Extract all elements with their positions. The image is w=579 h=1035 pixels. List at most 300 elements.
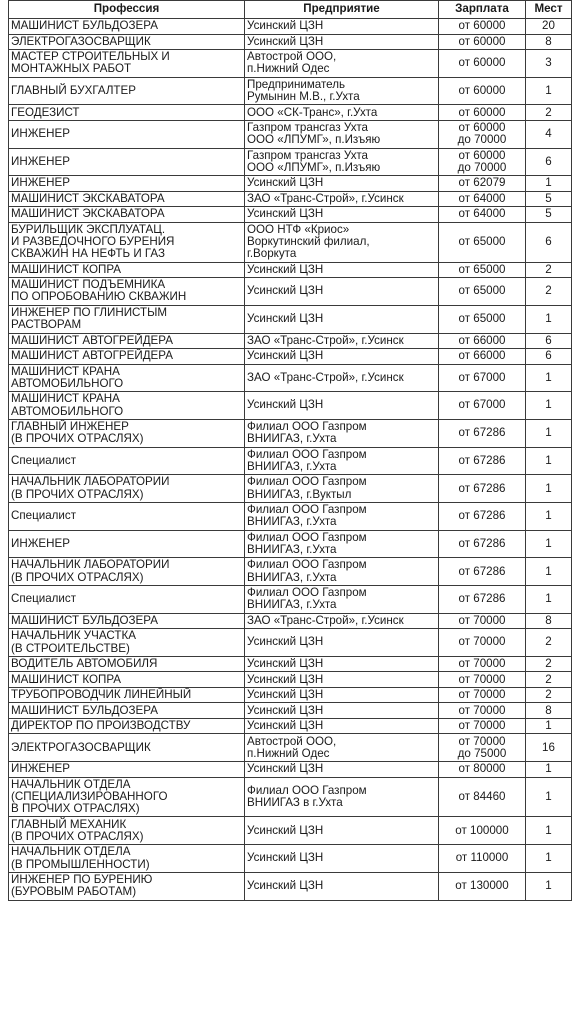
salary-cell-line: от 130000 <box>455 879 509 893</box>
enterprise-cell-line: Автострой ООО, <box>247 50 337 64</box>
enterprise-cell-line: Усинский ЦЗН <box>247 398 324 412</box>
salary-cell <box>439 105 526 121</box>
enterprise-cell <box>245 687 439 703</box>
salary-cell <box>439 687 526 703</box>
profession-cell-line: НАЧАЛЬНИК ОТДЕЛА <box>11 777 131 791</box>
table-row <box>9 762 572 778</box>
table-row <box>9 703 572 719</box>
profession-cell-line: ИНЖЕНЕР ПО ГЛИНИСТЫМ <box>11 305 168 319</box>
profession-cell <box>9 817 245 845</box>
salary-cell <box>439 349 526 365</box>
table-row <box>9 19 572 35</box>
places-cell: 1 <box>526 777 572 817</box>
enterprise-cell <box>245 447 439 475</box>
enterprise-cell <box>245 656 439 672</box>
enterprise-cell-line: ЗАО «Транс-Строй», г.Усинск <box>247 191 404 205</box>
salary-cell <box>439 672 526 688</box>
profession-cell-line: ТРУБОПРОВОДЧИК ЛИНЕЙНЫЙ <box>11 688 192 702</box>
places-cell: 1 <box>526 558 572 586</box>
places-cell: 1 <box>526 845 572 873</box>
profession-cell-line: (БУРОВЫМ РАБОТАМ) <box>11 885 137 899</box>
places-cell: 8 <box>526 703 572 719</box>
salary-cell <box>439 613 526 629</box>
enterprise-cell-line: Румынин М.В., г.Ухта <box>247 90 360 104</box>
salary-cell-line: от 70000 <box>458 635 506 649</box>
table-row <box>9 672 572 688</box>
enterprise-cell <box>245 278 439 306</box>
places-cell: 2 <box>526 629 572 657</box>
enterprise-cell <box>245 34 439 50</box>
salary-cell-line: от 110000 <box>455 851 509 865</box>
profession-cell-line: МАШИНИСТ КОПРА <box>11 672 122 686</box>
table-row <box>9 872 572 900</box>
profession-cell <box>9 207 245 223</box>
profession-cell-line: (В ПРОЧИХ ОТРАСЛЯХ) <box>11 829 144 843</box>
profession-cell <box>9 872 245 900</box>
table-row <box>9 845 572 873</box>
table-row <box>9 50 572 78</box>
salary-cell-line: от 65000 <box>458 235 506 249</box>
enterprise-cell-line: Филиал ООО Газпром <box>247 530 367 544</box>
profession-cell <box>9 19 245 35</box>
salary-cell-line: от 64000 <box>458 191 506 205</box>
enterprise-cell-line: Усинский ЦЗН <box>247 349 324 363</box>
places-cell: 2 <box>526 262 572 278</box>
profession-cell-line: МАШИНИСТ БУЛЬДОЗЕРА <box>11 613 158 627</box>
enterprise-cell-line: Усинский ЦЗН <box>247 176 324 190</box>
salary-cell-line: от 60000 <box>458 105 506 119</box>
salary-cell-line: от 66000 <box>458 333 506 347</box>
enterprise-cell-line: Газпром трансгаз Ухта <box>247 121 368 135</box>
salary-cell <box>439 629 526 657</box>
profession-cell-line: МАШИНИСТ БУЛЬДОЗЕРА <box>11 19 158 33</box>
salary-cell-line: от 60000 <box>458 56 506 70</box>
places-cell: 1 <box>526 447 572 475</box>
enterprise-cell-line: Предприниматель <box>247 77 346 91</box>
places-cell: 8 <box>526 613 572 629</box>
table-row <box>9 364 572 392</box>
enterprise-cell-line: Усинский ЦЗН <box>247 719 324 733</box>
salary-cell-line: от 65000 <box>458 262 506 276</box>
profession-cell-line: (В ПРОЧИХ ОТРАСЛЯХ) <box>11 570 144 584</box>
enterprise-cell <box>245 364 439 392</box>
profession-cell-line: МАСТЕР СТРОИТЕЛЬНЫХ И <box>11 50 170 64</box>
enterprise-cell <box>245 586 439 614</box>
salary-cell-line: до 75000 <box>457 746 507 760</box>
salary-cell <box>439 50 526 78</box>
enterprise-cell-line: ООО «ЛПУМГ», п.Изъяю <box>247 133 381 147</box>
job-vacancies-table <box>8 0 572 901</box>
salary-cell <box>439 703 526 719</box>
enterprise-cell-line: ВНИИГАЗ, г.Вуктыл <box>247 487 352 501</box>
profession-cell-line: (В ПРОЧИХ ОТРАСЛЯХ) <box>11 432 144 446</box>
table-row <box>9 305 572 333</box>
enterprise-cell-line: Филиал ООО Газпром <box>247 447 367 461</box>
profession-cell-line: СКВАЖИН НА НЕФТЬ И ГАЗ <box>11 247 166 261</box>
job-vacancies-sheet <box>8 0 571 901</box>
profession-cell <box>9 105 245 121</box>
profession-cell <box>9 333 245 349</box>
profession-cell-line: (В ПРОМЫШЛЕННОСТИ) <box>11 857 150 871</box>
profession-cell <box>9 50 245 78</box>
salary-cell <box>439 333 526 349</box>
places-cell: 1 <box>526 176 572 192</box>
salary-cell <box>439 19 526 35</box>
salary-cell-line: от 60000 <box>458 34 506 48</box>
profession-cell <box>9 734 245 762</box>
salary-cell-line: от 67286 <box>458 453 506 467</box>
enterprise-cell <box>245 502 439 530</box>
places-cell: 6 <box>526 349 572 365</box>
enterprise-cell <box>245 50 439 78</box>
enterprise-cell-line: ВНИИГАЗ, г.Ухта <box>247 598 337 612</box>
enterprise-cell-line: ООО «ЛПУМГ», п.Изъяю <box>247 160 381 174</box>
places-cell: 6 <box>526 148 572 176</box>
salary-cell <box>439 656 526 672</box>
enterprise-cell-line: Усинский ЦЗН <box>247 312 324 326</box>
profession-cell-line: ИНЖЕНЕР <box>11 127 70 141</box>
profession-cell-line: НАЧАЛЬНИК ЛАБОРАТОРИИ <box>11 475 170 489</box>
profession-cell-line: АВТОМОБИЛЬНОГО <box>11 404 124 418</box>
table-header-row <box>9 1 572 19</box>
enterprise-cell <box>245 845 439 873</box>
salary-cell-line: от 70000 <box>458 703 506 717</box>
table-row <box>9 148 572 176</box>
enterprise-cell-line: Воркутинский филиал, <box>247 235 370 249</box>
salary-cell-line: от 67000 <box>458 398 506 412</box>
places-cell: 1 <box>526 718 572 734</box>
salary-cell-line: от 67286 <box>458 481 506 495</box>
profession-cell <box>9 530 245 558</box>
profession-cell <box>9 502 245 530</box>
places-cell: 1 <box>526 817 572 845</box>
table-row <box>9 77 572 105</box>
profession-cell-line: ГЕОДЕЗИСТ <box>11 105 80 119</box>
profession-cell <box>9 613 245 629</box>
profession-cell-line: Специалист <box>11 592 77 606</box>
profession-cell-line: НАЧАЛЬНИК ОТДЕЛА <box>11 845 131 859</box>
profession-cell <box>9 718 245 734</box>
table-row <box>9 656 572 672</box>
profession-cell <box>9 222 245 262</box>
enterprise-cell <box>245 120 439 148</box>
profession-cell <box>9 586 245 614</box>
table-row <box>9 278 572 306</box>
salary-cell-line: до 70000 <box>457 160 507 174</box>
table-body <box>9 19 572 901</box>
salary-cell-line: от 100000 <box>455 823 509 837</box>
enterprise-cell-line: Усинский ЦЗН <box>247 657 324 671</box>
salary-cell-line: от 67286 <box>458 426 506 440</box>
enterprise-cell <box>245 262 439 278</box>
table-row <box>9 629 572 657</box>
enterprise-cell-line: Филиал ООО Газпром <box>247 558 367 572</box>
salary-cell-line: от 67286 <box>458 564 506 578</box>
profession-cell-line: МАШИНИСТ ПОДЪЕМНИКА <box>11 278 166 292</box>
profession-cell-line: ЭЛЕКТРОГАЗОСВАРЩИК <box>11 740 151 754</box>
profession-cell-line: МОНТАЖНЫХ РАБОТ <box>11 62 132 76</box>
enterprise-cell-line: ВНИИГАЗ, г.Ухта <box>247 542 337 556</box>
salary-cell <box>439 207 526 223</box>
table-row <box>9 222 572 262</box>
table-row <box>9 447 572 475</box>
enterprise-cell-line: Газпром трансгаз Ухта <box>247 148 368 162</box>
enterprise-cell <box>245 777 439 817</box>
salary-cell <box>439 734 526 762</box>
table-row <box>9 349 572 365</box>
profession-cell <box>9 191 245 207</box>
places-cell: 1 <box>526 872 572 900</box>
enterprise-cell <box>245 734 439 762</box>
table-row <box>9 817 572 845</box>
enterprise-cell <box>245 530 439 558</box>
enterprise-cell <box>245 703 439 719</box>
places-cell: 3 <box>526 50 572 78</box>
profession-cell-line: ГЛАВНЫЙ БУХГАЛТЕР <box>11 83 136 97</box>
profession-cell-line: ВОДИТЕЛЬ АВТОМОБИЛЯ <box>11 657 158 671</box>
enterprise-cell-line: Усинский ЦЗН <box>247 688 324 702</box>
enterprise-cell-line: Усинский ЦЗН <box>247 19 324 33</box>
salary-cell <box>439 222 526 262</box>
header-salary: Зарплата <box>439 1 526 19</box>
enterprise-cell <box>245 392 439 420</box>
places-cell: 2 <box>526 278 572 306</box>
enterprise-cell-line: ООО НТФ «Криос» <box>247 222 350 236</box>
places-cell: 1 <box>526 419 572 447</box>
enterprise-cell <box>245 77 439 105</box>
salary-cell-line: от 65000 <box>458 284 506 298</box>
enterprise-cell <box>245 475 439 503</box>
salary-cell <box>439 191 526 207</box>
places-cell: 1 <box>526 502 572 530</box>
salary-cell-line: от 62079 <box>458 176 506 190</box>
table-row <box>9 262 572 278</box>
table-row <box>9 105 572 121</box>
places-cell: 1 <box>526 305 572 333</box>
places-cell: 2 <box>526 672 572 688</box>
profession-cell-line: ИНЖЕНЕР ПО БУРЕНИЮ <box>11 872 153 886</box>
enterprise-cell <box>245 872 439 900</box>
profession-cell-line: (СПЕЦИАЛИЗИРОВАННОГО <box>11 789 168 803</box>
salary-cell-line: от 60000 <box>458 121 506 135</box>
profession-cell-line: ГЛАВНЫЙ ИНЖЕНЕР <box>11 420 129 434</box>
enterprise-cell <box>245 207 439 223</box>
places-cell: 20 <box>526 19 572 35</box>
profession-cell <box>9 475 245 503</box>
salary-cell <box>439 419 526 447</box>
salary-cell <box>439 305 526 333</box>
enterprise-cell-line: Усинский ЦЗН <box>247 762 324 776</box>
salary-cell <box>439 586 526 614</box>
places-cell: 1 <box>526 586 572 614</box>
places-cell: 5 <box>526 207 572 223</box>
profession-cell-line: МАШИНИСТ БУЛЬДОЗЕРА <box>11 703 158 717</box>
enterprise-cell <box>245 333 439 349</box>
profession-cell-line: В ПРОЧИХ ОТРАСЛЯХ) <box>11 802 140 816</box>
places-cell: 8 <box>526 34 572 50</box>
enterprise-cell <box>245 613 439 629</box>
profession-cell <box>9 148 245 176</box>
profession-cell-line: МАШИНИСТ КРАНА <box>11 392 120 406</box>
profession-cell-line: АВТОМОБИЛЬНОГО <box>11 376 124 390</box>
profession-cell-line: ГЛАВНЫЙ МЕХАНИК <box>11 817 127 831</box>
table-row <box>9 207 572 223</box>
enterprise-cell-line: Усинский ЦЗН <box>247 34 324 48</box>
profession-cell-line: ИНЖЕНЕР <box>11 536 70 550</box>
profession-cell <box>9 349 245 365</box>
salary-cell <box>439 845 526 873</box>
profession-cell-line: НАЧАЛЬНИК УЧАСТКА <box>11 629 136 643</box>
profession-cell <box>9 703 245 719</box>
enterprise-cell-line: ВНИИГАЗ, г.Ухта <box>247 459 337 473</box>
salary-cell-line: от 70000 <box>458 657 506 671</box>
profession-cell-line: МАШИНИСТ АВТОГРЕЙДЕРА <box>11 333 173 347</box>
enterprise-cell <box>245 558 439 586</box>
places-cell: 2 <box>526 105 572 121</box>
enterprise-cell-line: Усинский ЦЗН <box>247 207 324 221</box>
salary-cell <box>439 872 526 900</box>
profession-cell-line: (В СТРОИТЕЛЬСТВЕ) <box>11 641 130 655</box>
salary-cell <box>439 364 526 392</box>
enterprise-cell-line: Усинский ЦЗН <box>247 262 324 276</box>
enterprise-cell-line: Усинский ЦЗН <box>247 672 324 686</box>
enterprise-cell-line: Филиал ООО Газпром <box>247 586 367 600</box>
enterprise-cell-line: Филиал ООО Газпром <box>247 420 367 434</box>
header-enterprise: Предприятие <box>245 1 439 19</box>
table-row <box>9 333 572 349</box>
profession-cell <box>9 672 245 688</box>
salary-cell <box>439 817 526 845</box>
profession-cell <box>9 176 245 192</box>
enterprise-cell-line: п.Нижний Одес <box>247 746 330 760</box>
places-cell: 1 <box>526 475 572 503</box>
enterprise-cell-line: ВНИИГАЗ в г.Ухта <box>247 796 343 810</box>
salary-cell <box>439 475 526 503</box>
table-row <box>9 687 572 703</box>
places-cell: 1 <box>526 392 572 420</box>
salary-cell-line: от 67286 <box>458 536 506 550</box>
places-cell: 5 <box>526 191 572 207</box>
enterprise-cell <box>245 176 439 192</box>
enterprise-cell-line: ВНИИГАЗ, г.Ухта <box>247 515 337 529</box>
places-cell: 1 <box>526 530 572 558</box>
profession-cell-line: МАШИНИСТ ЭКСКАВАТОРА <box>11 207 165 221</box>
profession-cell <box>9 77 245 105</box>
profession-cell-line: РАСТВОРАМ <box>11 318 82 332</box>
table-row <box>9 120 572 148</box>
enterprise-cell-line: ВНИИГАЗ, г.Ухта <box>247 570 337 584</box>
profession-cell-line: МАШИНИСТ КОПРА <box>11 262 122 276</box>
table-row <box>9 475 572 503</box>
profession-cell <box>9 845 245 873</box>
table-row <box>9 191 572 207</box>
enterprise-cell <box>245 222 439 262</box>
profession-cell <box>9 447 245 475</box>
profession-cell <box>9 777 245 817</box>
salary-cell <box>439 502 526 530</box>
salary-cell-line: от 60000 <box>458 19 506 33</box>
table-row <box>9 718 572 734</box>
table-row <box>9 419 572 447</box>
table-row <box>9 734 572 762</box>
table-row <box>9 613 572 629</box>
header-profession: Профессия <box>9 1 245 19</box>
enterprise-cell <box>245 349 439 365</box>
enterprise-cell-line: Усинский ЦЗН <box>247 284 324 298</box>
salary-cell <box>439 34 526 50</box>
enterprise-cell <box>245 629 439 657</box>
profession-cell <box>9 629 245 657</box>
salary-cell <box>439 558 526 586</box>
enterprise-cell-line: Филиал ООО Газпром <box>247 783 367 797</box>
table-row <box>9 777 572 817</box>
profession-cell-line: Специалист <box>11 453 77 467</box>
profession-cell-line: МАШИНИСТ ЭКСКАВАТОРА <box>11 191 165 205</box>
enterprise-cell <box>245 105 439 121</box>
profession-cell-line: ИНЖЕНЕР <box>11 154 70 168</box>
enterprise-cell-line: Филиал ООО Газпром <box>247 503 367 517</box>
table-row <box>9 34 572 50</box>
salary-cell-line: от 66000 <box>458 349 506 363</box>
profession-cell <box>9 262 245 278</box>
header-places: Мест <box>526 1 572 19</box>
table-row <box>9 586 572 614</box>
profession-cell-line: И РАЗВЕДОЧНОГО БУРЕНИЯ <box>11 235 175 249</box>
enterprise-cell-line: ЗАО «Транс-Строй», г.Усинск <box>247 613 404 627</box>
salary-cell-line: от 70000 <box>458 734 506 748</box>
enterprise-cell <box>245 19 439 35</box>
salary-cell-line: от 80000 <box>458 762 506 776</box>
enterprise-cell-line: Автострой ООО, <box>247 734 337 748</box>
profession-cell <box>9 762 245 778</box>
profession-cell-line: (В ПРОЧИХ ОТРАСЛЯХ) <box>11 487 144 501</box>
profession-cell-line: МАШИНИСТ КРАНА <box>11 364 120 378</box>
places-cell: 16 <box>526 734 572 762</box>
salary-cell <box>439 718 526 734</box>
salary-cell-line: от 70000 <box>458 688 506 702</box>
profession-cell-line: БУРИЛЬЩИК ЭКСПЛУАТАЦ. <box>11 222 166 236</box>
salary-cell <box>439 777 526 817</box>
profession-cell <box>9 419 245 447</box>
places-cell: 6 <box>526 333 572 349</box>
profession-cell <box>9 305 245 333</box>
salary-cell <box>439 762 526 778</box>
enterprise-cell-line: п.Нижний Одес <box>247 62 330 76</box>
table-row <box>9 502 572 530</box>
profession-cell-line: НАЧАЛЬНИК ЛАБОРАТОРИИ <box>11 558 170 572</box>
places-cell: 1 <box>526 77 572 105</box>
places-cell: 6 <box>526 222 572 262</box>
profession-cell-line: ПО ОПРОБОВАНИЮ СКВАЖИН <box>11 290 187 304</box>
salary-cell <box>439 278 526 306</box>
enterprise-cell <box>245 305 439 333</box>
table-row <box>9 530 572 558</box>
enterprise-cell <box>245 718 439 734</box>
enterprise-cell-line: ООО «СК-Транс», г.Ухта <box>247 105 378 119</box>
table-row <box>9 392 572 420</box>
enterprise-cell-line: Филиал ООО Газпром <box>247 475 367 489</box>
enterprise-cell-line: г.Воркута <box>247 247 297 261</box>
places-cell: 1 <box>526 364 572 392</box>
salary-cell-line: от 70000 <box>458 719 506 733</box>
profession-cell <box>9 687 245 703</box>
salary-cell-line: от 70000 <box>458 672 506 686</box>
enterprise-cell-line: ЗАО «Транс-Строй», г.Усинск <box>247 333 404 347</box>
enterprise-cell-line: ВНИИГАЗ, г.Ухта <box>247 432 337 446</box>
places-cell: 2 <box>526 687 572 703</box>
salary-cell-line: от 67286 <box>458 509 506 523</box>
salary-cell-line: от 67000 <box>458 370 506 384</box>
